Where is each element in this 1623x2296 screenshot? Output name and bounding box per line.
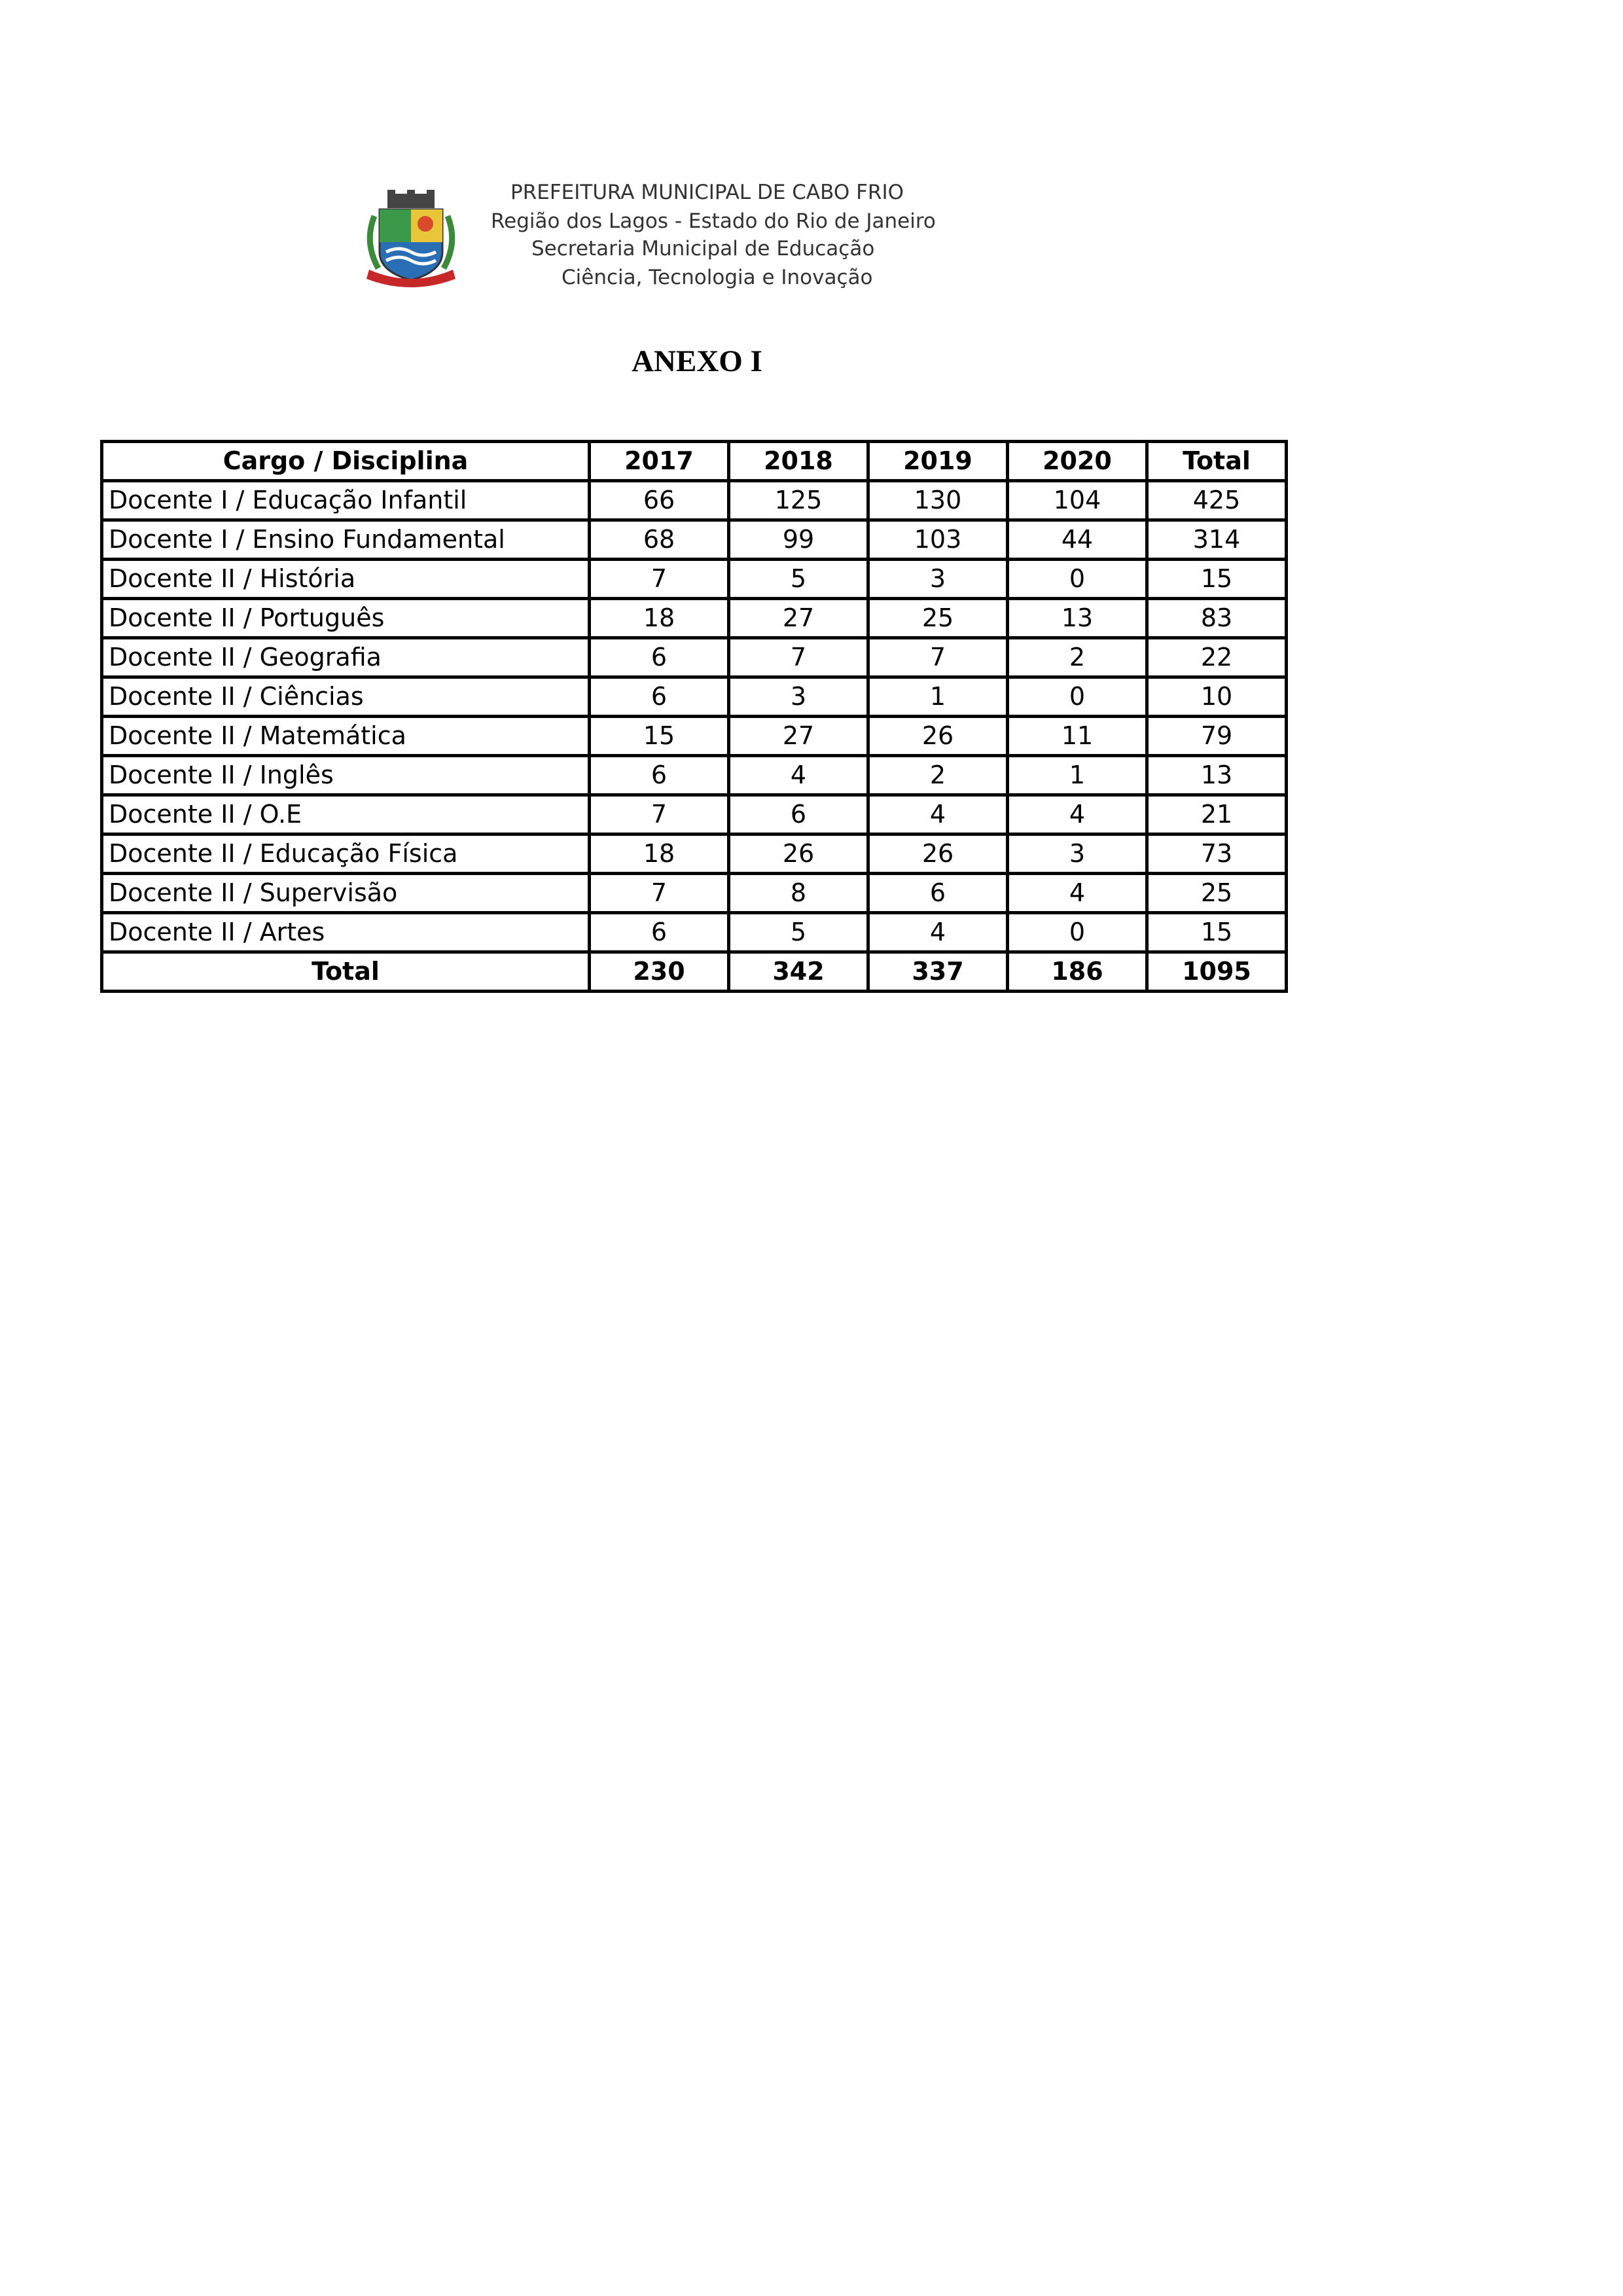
cell-total: 15: [1147, 560, 1287, 599]
cell-cargo: Docente II / História: [102, 560, 590, 599]
secretariat-line: Secretaria Municipal de Educação: [531, 237, 875, 260]
cell-total: 25: [1147, 874, 1287, 913]
table-row: [102, 677, 1287, 717]
cell-2019: 25: [868, 599, 1008, 638]
cell-2017: 18: [590, 599, 729, 638]
cell-total: 10: [1147, 677, 1287, 717]
cell-2020: 11: [1008, 717, 1147, 756]
cell-total: 83: [1147, 599, 1287, 638]
table-row: [102, 756, 1287, 795]
grand-total: 1095: [1147, 952, 1287, 992]
cell-2020: 2: [1008, 638, 1147, 677]
cell-total: 15: [1147, 913, 1287, 952]
cell-cargo: Docente II / O.E: [102, 795, 590, 834]
cell-2017: 6: [590, 677, 729, 717]
cell-cargo: Docente II / Português: [102, 599, 590, 638]
cell-2017: 18: [590, 834, 729, 874]
cell-2019: 4: [868, 795, 1008, 834]
cell-2019: 4: [868, 913, 1008, 952]
cell-2018: 6: [729, 795, 868, 834]
cell-2017: 15: [590, 717, 729, 756]
cell-2020: 13: [1008, 599, 1147, 638]
total-2019: 337: [868, 952, 1008, 992]
table-row: [102, 795, 1287, 834]
table-row: [102, 481, 1287, 520]
cell-2018: 7: [729, 638, 868, 677]
table-row: [102, 599, 1287, 638]
total-2018: 342: [729, 952, 868, 992]
column-header-2017: 2017: [590, 442, 729, 481]
cell-2017: 68: [590, 520, 729, 560]
cell-2020: 3: [1008, 834, 1147, 874]
cell-cargo: Docente II / Artes: [102, 913, 590, 952]
table-row: [102, 717, 1287, 756]
cell-2017: 7: [590, 874, 729, 913]
cell-cargo: Docente II / Supervisão: [102, 874, 590, 913]
table-row: [102, 913, 1287, 952]
cell-2019: 6: [868, 874, 1008, 913]
cell-total: 22: [1147, 638, 1287, 677]
cell-total: 73: [1147, 834, 1287, 874]
cell-2018: 4: [729, 756, 868, 795]
cell-2017: 7: [590, 560, 729, 599]
cell-2018: 3: [729, 677, 868, 717]
table-row: [102, 560, 1287, 599]
cell-2020: 44: [1008, 520, 1147, 560]
cell-2019: 26: [868, 717, 1008, 756]
table-row: [102, 874, 1287, 913]
cell-2018: 27: [729, 599, 868, 638]
cell-2020: 4: [1008, 874, 1147, 913]
cell-cargo: Docente II / Matemática: [102, 717, 590, 756]
column-header-total: Total: [1147, 442, 1287, 481]
cell-cargo: Docente I / Ensino Fundamental: [102, 520, 590, 560]
cell-2019: 7: [868, 638, 1008, 677]
cell-2018: 99: [729, 520, 868, 560]
cell-total: 13: [1147, 756, 1287, 795]
table-row: [102, 520, 1287, 560]
cell-2019: 3: [868, 560, 1008, 599]
department-line: Ciência, Tecnologia e Inovação: [562, 266, 873, 289]
region-line: Região dos Lagos - Estado do Rio de Janeiro: [491, 209, 936, 233]
cell-2017: 7: [590, 795, 729, 834]
column-header-2018: 2018: [729, 442, 868, 481]
cell-2019: 2: [868, 756, 1008, 795]
cell-2019: 103: [868, 520, 1008, 560]
cell-2018: 125: [729, 481, 868, 520]
cell-2019: 1: [868, 677, 1008, 717]
total-label: Total: [102, 952, 590, 992]
cell-2018: 27: [729, 717, 868, 756]
cell-cargo: Docente I / Educação Infantil: [102, 481, 590, 520]
cell-2017: 6: [590, 756, 729, 795]
cell-total: 425: [1147, 481, 1287, 520]
cell-total: 314: [1147, 520, 1287, 560]
cell-2019: 26: [868, 834, 1008, 874]
total-2020: 186: [1008, 952, 1147, 992]
municipality-name: PREFEITURA MUNICIPAL DE CABO FRIO: [510, 181, 904, 204]
table-row: [102, 638, 1287, 677]
cell-cargo: Docente II / Inglês: [102, 756, 590, 795]
cell-2018: 8: [729, 874, 868, 913]
table-body: [102, 481, 1287, 952]
cell-2020: 1: [1008, 756, 1147, 795]
letterhead: [360, 177, 1080, 295]
coat-of-arms-icon: [360, 190, 461, 288]
cell-2017: 66: [590, 481, 729, 520]
cell-2020: 104: [1008, 481, 1147, 520]
table-total-row: [102, 952, 1287, 992]
column-header-2020: 2020: [1008, 442, 1147, 481]
cell-2020: 4: [1008, 795, 1147, 834]
cell-cargo: Docente II / Ciências: [102, 677, 590, 717]
cell-cargo: Docente II / Educação Física: [102, 834, 590, 874]
vacancies-table: [100, 440, 1288, 993]
table-header-row: [102, 442, 1287, 481]
page-title: ANEXO I: [632, 344, 762, 378]
cell-2020: 0: [1008, 677, 1147, 717]
column-header-2019: 2019: [868, 442, 1008, 481]
cell-2019: 130: [868, 481, 1008, 520]
cell-2018: 26: [729, 834, 868, 874]
cell-2017: 6: [590, 913, 729, 952]
cell-2018: 5: [729, 560, 868, 599]
cell-total: 21: [1147, 795, 1287, 834]
table-row: [102, 834, 1287, 874]
cell-2020: 0: [1008, 560, 1147, 599]
total-2017: 230: [590, 952, 729, 992]
cell-2020: 0: [1008, 913, 1147, 952]
cell-2018: 5: [729, 913, 868, 952]
cell-cargo: Docente II / Geografia: [102, 638, 590, 677]
column-header-cargo: Cargo / Disciplina: [102, 442, 590, 481]
cell-total: 79: [1147, 717, 1287, 756]
cell-2017: 6: [590, 638, 729, 677]
